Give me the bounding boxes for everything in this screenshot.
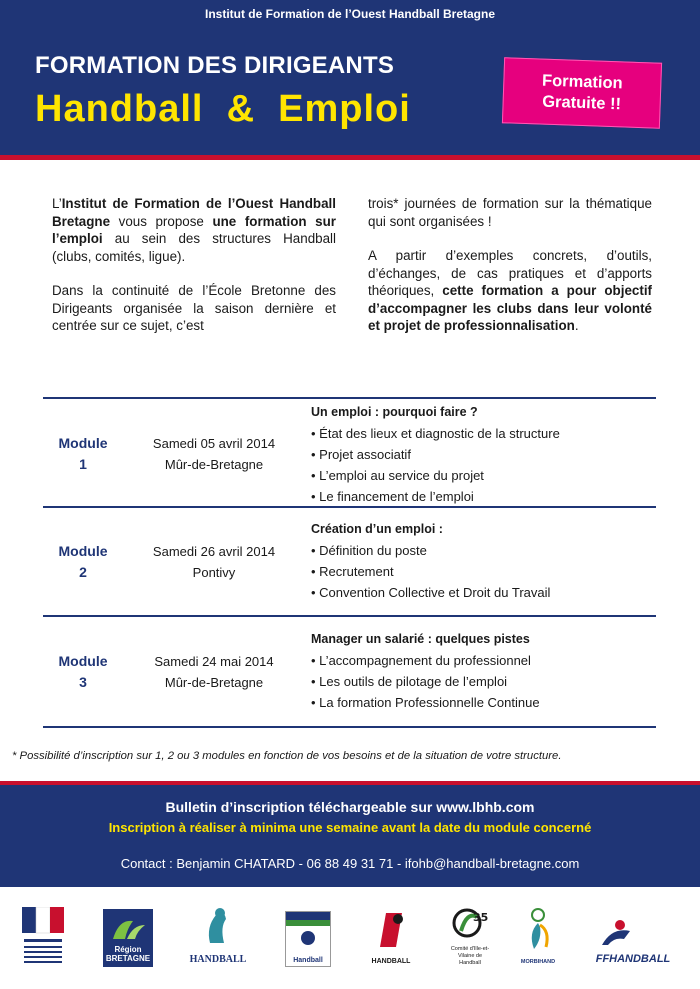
list-item: • État des lieux et diagnostic de la structure [311,426,560,441]
free-training-badge [502,57,662,128]
list-item: • Le financement de l’emploi [311,489,474,504]
module-label: Module 1 [58,435,108,472]
badge-line1: Formation [541,71,624,93]
list-item: • Les outils de pilotage de l’emploi [311,674,508,689]
module-row-1 [43,397,656,506]
comite-morbihan-logo: MORBIHAND [516,905,560,967]
module-date: Samedi 05 avril 2014 Mûr-de-Bretagne [152,436,276,472]
module-topic-title: Manager un salarié : quelques pistes [311,632,530,646]
title-formation: FORMATION DES DIRIGEANTS [35,52,395,79]
header-banner [0,0,700,160]
region-bretagne-logo: Région BRETAGNE [103,905,153,967]
module-date: Samedi 26 avril 2014 Pontivy [152,544,276,580]
module-topics [311,629,656,713]
ligue-bretagne-handball-logo: HANDBALL [180,905,256,967]
comite-cotes-armor-logo: Handball [286,905,330,967]
badge-line2: Gratuite !! [541,92,622,114]
modules-table [43,397,656,728]
list-item: • L’emploi au service du projet [311,468,484,483]
module-topics [311,402,656,507]
footnote: * Possibilité d’inscription sur 1, 2 ou 3 modules en fonction de vos besoins et de la situation de votre structure. [12,750,562,762]
comite-finistere-logo: HANDBALL [368,905,414,967]
comite-ille-et-vilaine-logo: 35 Comité d'Ille-et-Vilaine de Handball [450,911,490,966]
intro-left-column [52,195,336,352]
list-item: • L’accompagnement du professionnel [311,653,531,668]
intro-right-column [368,195,652,352]
module-label: Module 3 [58,653,108,690]
module-date: Samedi 24 mai 2014 Mûr-de-Bretagne [154,654,274,690]
intro-paragraph-2: Dans la continuité de l’École Bretonne des Dirigeants organisée la saison dernière et centrée sur ce sujet, c’est [52,283,336,333]
module-topic-title: Création d’un emploi : [311,522,443,536]
intro-paragraph-4: A partir d’exemples concrets, d’outils, d’échanges, de cas pratiques et d’apports théoriques, cette formation a pour objectif d’accompagner les clubs dans leur volonté et projet de professionnalisation. [368,248,652,333]
module-topics [311,519,656,603]
module-row-3 [43,615,656,728]
footer-banner [0,781,700,887]
module-topic-title: Un emploi : pourquoi faire ? [311,405,478,419]
list-item: • Définition du poste [311,543,427,558]
svg-text:35: 35 [473,911,489,924]
title-handball-emploi: Handball & Emploi [35,88,411,130]
list-item: • Recrutement [311,564,394,579]
list-item: • Convention Collective et Droit du Travail [311,585,551,600]
contact-info: Contact : Benjamin CHATARD - 06 88 49 31 71 - ifohb@handball-bretagne.com [120,856,580,871]
module-row-2 [43,506,656,615]
download-info: Bulletin d’inscription téléchargeable sur www.lbhb.com [165,799,535,815]
institute-name: Institut de Formation de l’Ouest Handball Bretagne [204,7,496,21]
intro-paragraph-3: trois* journées de formation sur la thématique qui sont organisées ! [368,196,652,229]
module-label: Module 2 [58,543,108,580]
partner-logos [0,905,700,975]
intro-text [52,195,652,352]
registration-deadline: Inscription à réaliser à minima une semaine avant la date du module concerné [108,820,592,835]
ffhandball-logo: FFHANDBALL [590,905,676,967]
republique-francaise-logo [22,905,64,967]
list-item: • La formation Professionnelle Continue [311,695,540,710]
intro-paragraph-1: L’Institut de Formation de l’Ouest Handball Bretagne vous propose une formation sur l’emploi au sein des structures Handball (clubs, comités, ligue). [52,196,336,264]
list-item: • Projet associatif [311,447,411,462]
